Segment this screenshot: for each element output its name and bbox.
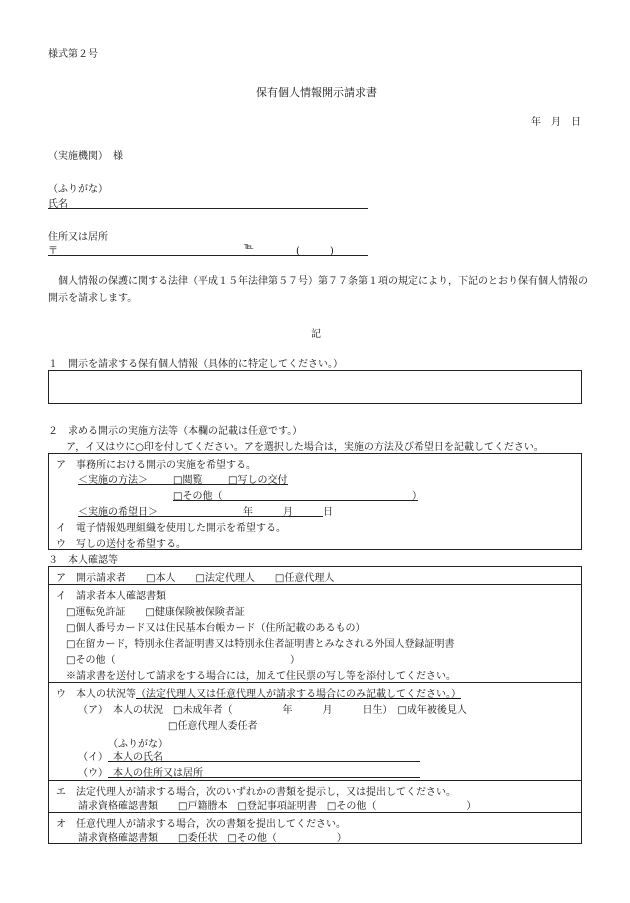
section1-heading: １ 開示を請求する保有個人情報（具体的に特定してください。） [48,359,343,370]
date-line: 年 月 日 [531,117,581,128]
section2-instruction: ア，イ又はウに○印を付してください。アを選択した場合は，実施の方法及び希望日を記載してください。 [66,442,544,453]
tel-paren: ( ) [296,246,334,257]
section3-e-heading: エ 法定代理人が請求する場合，次のいずれかの書類を提示し，又は提出してください。 [56,787,456,798]
u-status2[interactable]: □任意代理人委任者 [168,721,258,732]
divider-i [48,682,582,683]
ki-label: 記 [311,329,321,340]
i-note: ※請求書を送付して請求をする場合には，加えて住民票の写し等を添付してください。 [66,671,456,682]
name-label: 氏名 [48,199,68,210]
opt-other-underline[interactable] [173,500,418,501]
e-docs[interactable]: 請求資格確認書類 □戸籍謄本 □登記事項証明書 □その他（ ） [78,801,477,812]
section2-heading-text: ２ 求める開示の実施方法等（本欄の記載は任意です。） [48,426,303,437]
method-label: ＜実施の方法＞ [78,475,148,486]
section3-a-row[interactable]: ア 開示請求者 □本人 □法定代理人 □任意代理人 [56,573,335,584]
section2-a-label: ア 事務所における開示の実施を希望する。 [56,460,256,471]
section3-i-heading: イ 請求者本人確認書類 [56,591,166,602]
section2-i-label: イ 電子情報処理組織を使用した開示を希望する。 [56,523,286,534]
postal-mark: 〒 [48,246,58,257]
section3-heading: ３ 本人確認等 [48,555,118,566]
opt-other-close: ） [412,491,422,502]
address-label: 住所又は居所 [48,232,108,243]
u-address-underline[interactable] [108,777,420,778]
section2-u-label: ウ 写しの送付を希望する。 [56,539,186,550]
opt-other-checkbox[interactable]: □その他（ [173,491,223,502]
opt-copy-checkbox[interactable]: □写しの交付 [228,475,288,486]
divider-e [48,812,582,813]
date-underline[interactable] [78,516,323,517]
i-line4-close: ） [290,655,300,666]
u-status[interactable]: （ア） 本人の状況 □未成年者（ 年 月 日生） □成年被後見人 [78,705,467,716]
section3-u-heading [56,685,461,700]
i-line3[interactable]: □在留カード，特別永住者証明書又は特別永住者証明書とみなされる外国人登録証明書 [66,639,455,650]
u-name-underline[interactable] [108,761,420,762]
opt-view-checkbox[interactable]: □閲覧 [173,475,203,486]
addressee: （実施機関） 様 [48,151,123,162]
document-title: 保有個人情報開示請求書 [256,86,377,99]
date-label: ＜実施の希望日＞ [78,507,158,518]
section1-input-box[interactable] [48,370,582,404]
intro-text: 個人情報の保護に関する法律（平成１５年法律第５７号）第７７条第１項の規定により，下記のとおり保有個人情報の開示を請求します。 [48,276,588,304]
u-address: （ウ） 本人の住所又は居所 [78,768,203,779]
u-name: （イ） 本人の氏名 [78,752,163,763]
divider-u [48,780,582,781]
furigana-label: （ふりがな） [48,184,108,195]
divider-a [48,584,582,585]
o-docs[interactable]: 請求資格確認書類 □委任状 □その他（ ） [78,833,347,844]
i-line1[interactable]: □運転免許証 □健康保険被保険者証 [66,607,245,618]
name-underline[interactable] [48,208,368,209]
tel-label: ℡ [244,242,254,252]
form-number: 様式第２号 [48,49,98,60]
i-line2[interactable]: □個人番号カード又は住民基本台帳カード（住所記載のあるもの） [66,623,366,634]
date-fields: 年 月 日 [243,507,333,518]
section2-heading [48,422,302,437]
address-underline[interactable] [48,255,368,256]
u-heading-note: （法定代理人又は任意代理人が請求する場合にのみ記載してください。） [136,689,461,700]
section3-o-heading: オ 任意代理人が請求する場合，次の書類を提出してください。 [56,819,346,830]
u-furigana: （ふりがな） [108,739,168,750]
u-heading-text: ウ 本人の状況等 [56,689,136,700]
i-line4[interactable]: □その他（ [66,655,116,666]
method-underline [78,484,288,485]
